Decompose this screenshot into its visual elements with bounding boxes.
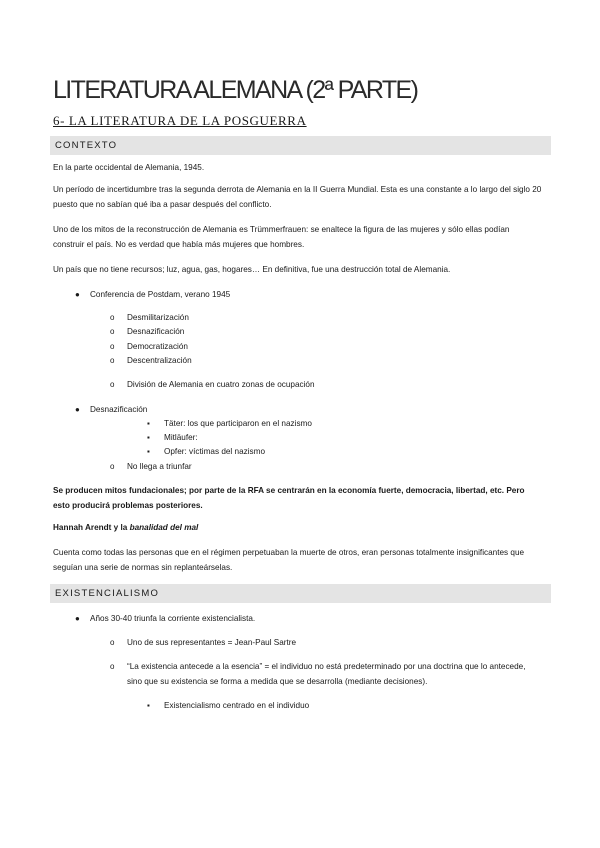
heading-existencialismo: EXISTENCIALISMO — [50, 584, 551, 603]
list-item: Desmilitarización — [127, 313, 189, 322]
bullet-circle-icon: o — [110, 356, 115, 365]
bullet-circle-icon: o — [110, 342, 115, 351]
list-item: Täter: los que participaron en el nazismo — [164, 419, 312, 428]
bullet-dot-icon: ● — [75, 405, 80, 414]
bullet-circle-icon: o — [110, 462, 115, 471]
list-item-division: División de Alemania en cuatro zonas de ocupación — [127, 380, 315, 389]
list-item-postdam: Conferencia de Postdam, verano 1945 — [90, 290, 231, 299]
paragraph-arendt — [53, 520, 543, 535]
bullet-circle-icon: o — [110, 380, 115, 389]
list-item: Años 30-40 triunfa la corriente existencialista. — [90, 614, 256, 623]
paragraph-1: En la parte occidental de Alemania, 1945. — [53, 163, 205, 172]
bullet-circle-icon: o — [110, 327, 115, 336]
bullet-dot-icon: ● — [75, 290, 80, 299]
bullet-square-icon: ▪ — [147, 447, 150, 456]
paragraph-3: Uno de los mitos de la reconstrucción de Alemania es Trümmerfrauen: se enaltece la figura de las mujeres y sólo ellas podían construir el país. No es verdad que había más mujeres que hombres. — [53, 225, 510, 249]
arendt-prefix: Hannah Arendt y la — [53, 523, 130, 532]
paragraph-5: Se producen mitos fundacionales; por parte de la RFA se centrarán en la economía fuerte, democracia, libertad, etc. Pero esto producirá problemas posteriores. — [53, 486, 525, 510]
list-item-desnazificacion: Desnazificación — [90, 405, 148, 414]
heading-contexto: CONTEXTO — [50, 136, 551, 155]
list-item: Descentralización — [127, 356, 192, 365]
list-item: “La existencia antecede a la esencia” = el individuo no está predeterminado por una doctrina que lo antecede, sino que su existencia se forma a medida que se desarrolla (mediante decisiones). — [127, 662, 526, 686]
list-item-no-llega: No llega a triunfar — [127, 462, 192, 471]
list-item: Desnazificación — [127, 327, 185, 336]
arendt-emphasis: banalidad del mal — [129, 523, 199, 532]
bullet-circle-icon: o — [110, 662, 115, 671]
bullet-circle-icon: o — [110, 638, 115, 647]
bullet-square-icon: ▪ — [147, 433, 150, 442]
list-item: Mitläufer: — [164, 433, 198, 442]
section-title: 6- LA LITERATURA DE LA POSGUERRA — [53, 113, 307, 128]
bullet-dot-icon: ● — [75, 614, 80, 623]
bullet-square-icon: ▪ — [147, 701, 150, 710]
list-item: Democratización — [127, 342, 188, 351]
bullet-circle-icon: o — [110, 313, 115, 322]
document-title: LITERATURA ALEMANA (2ª PARTE) — [53, 76, 418, 104]
list-item: Opfer: víctimas del nazismo — [164, 447, 266, 456]
list-item: Uno de sus representantes = Jean-Paul Sartre — [127, 638, 297, 647]
paragraph-2: Un período de incertidumbre tras la segunda derrota de Alemania en la II Guerra Mundial. Esta es una constante a lo largo del siglo 20 puesto que no sabían qué iba a pasar después del conflicto. — [53, 185, 542, 209]
list-item: Existencialismo centrado en el individuo — [164, 701, 310, 710]
paragraph-6: Cuenta como todas las personas que en el régimen perpetuaban la muerte de otros, eran personas totalmente insignificantes que seguían una serie de normas sin replanteárselas. — [53, 548, 525, 572]
bullet-square-icon: ▪ — [147, 419, 150, 428]
paragraph-4: Un país que no tiene recursos; luz, agua, gas, hogares… En definitiva, fue una destrucción total de Alemania. — [53, 265, 451, 274]
